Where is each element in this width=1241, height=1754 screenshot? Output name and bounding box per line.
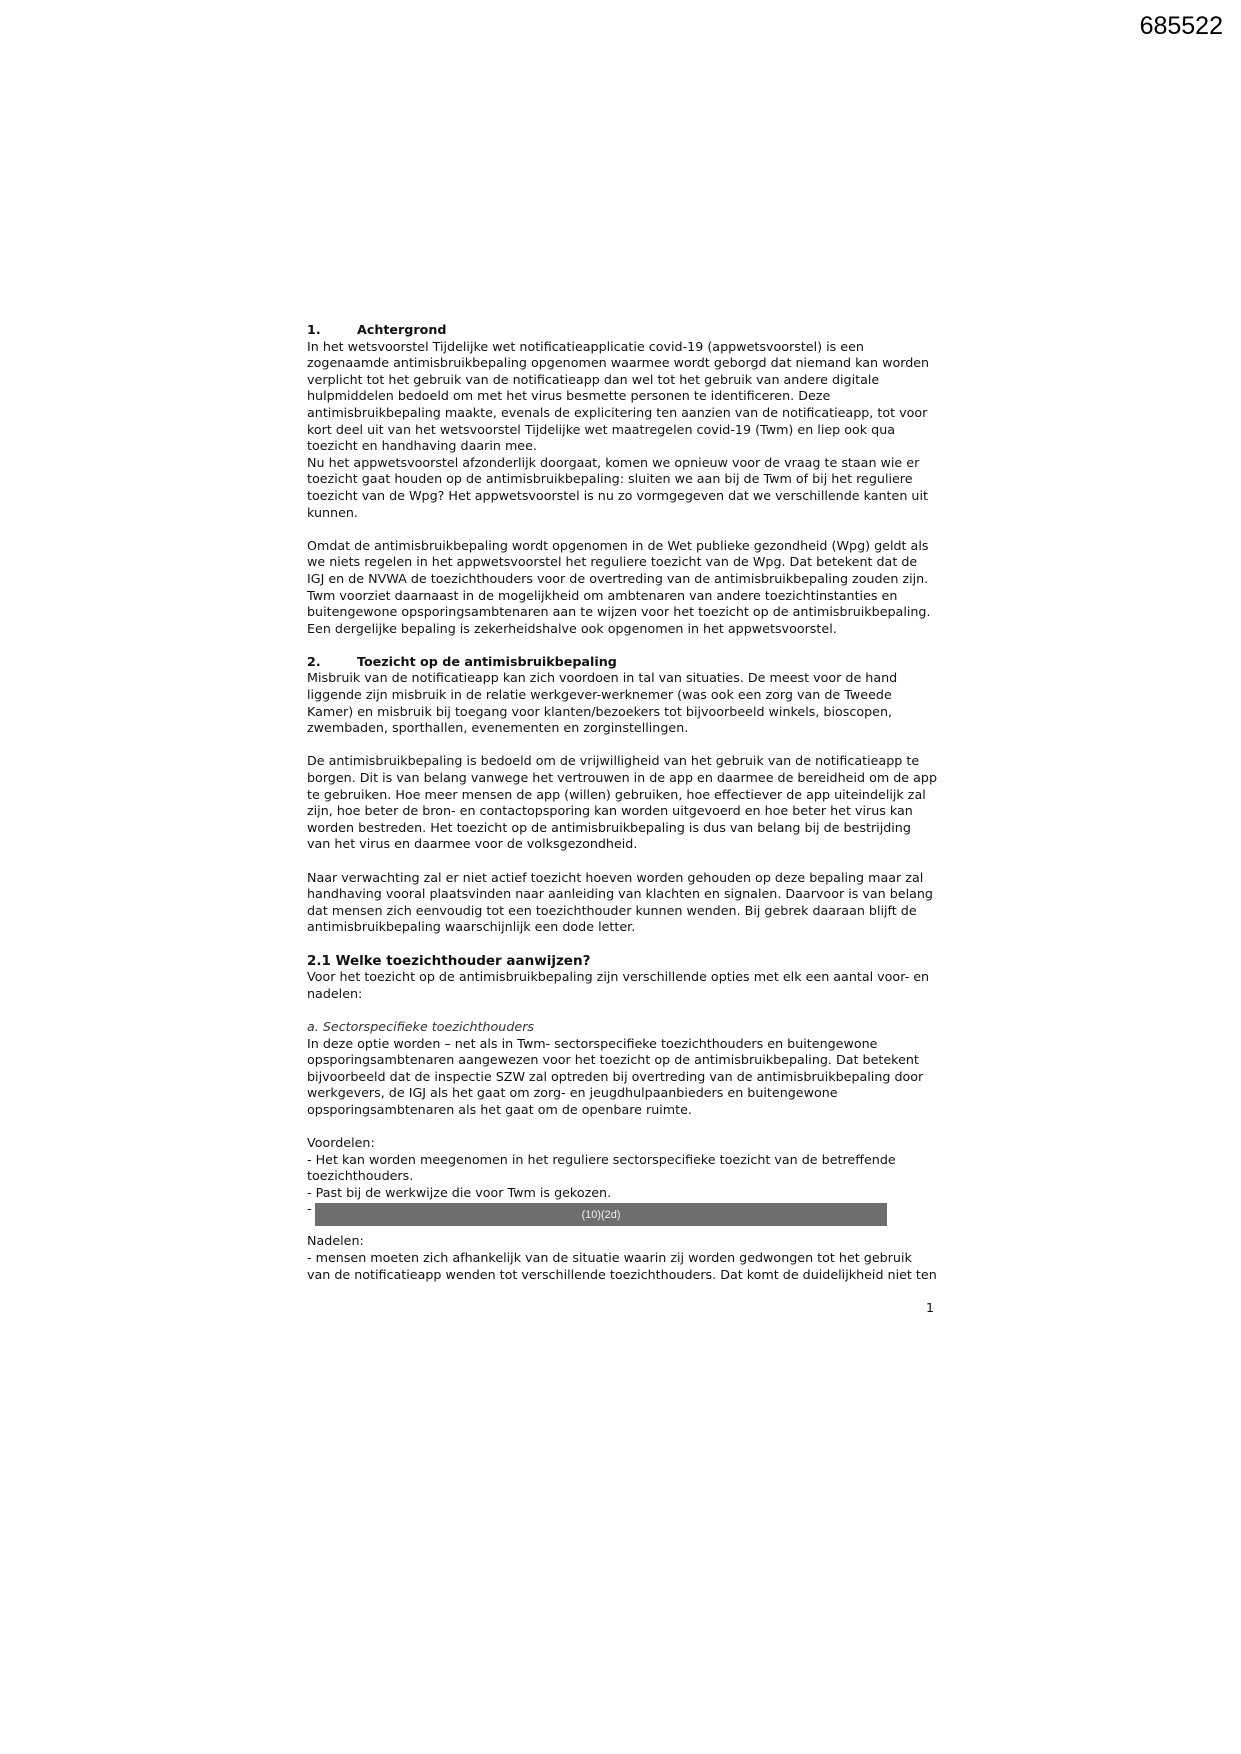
voordeel-item-1: - Het kan worden meegenomen in het reguliere sectorspecifieke toezicht van de betreffende toezichthouders. bbox=[307, 1151, 896, 1184]
page-number: 1 bbox=[926, 1300, 934, 1315]
section-1-heading bbox=[307, 322, 937, 339]
nadeel-item-1: - mensen moeten zich afhankelijk van de situatie waarin zij worden gedwongen tot het gebruik van de notificatieapp wenden tot verschillende toezichthouders. Dat komt de duidelijkheid niet ten bbox=[307, 1250, 937, 1282]
section-1-title: Achtergrond bbox=[357, 322, 447, 337]
voordeel-item-3-dash: - bbox=[307, 1201, 312, 1217]
section-1-paragraph-2: Nu het appwetsvoorstel afzonderlijk doorgaat, komen we opnieuw voor de vraag te staan wie er toezicht gaat houden op de antimisbruikbepaling: sluiten we aan bij de Twm of bij het reguliere toezicht van de Wpg? Het appwetsvoorstel is nu zo vormgegeven dat we verschillende kanten uit kunnen. bbox=[307, 454, 928, 520]
section-2-paragraph-3: Naar verwachting zal er niet actief toezicht hoeven worden gehouden op deze bepaling maar zal handhaving vooral plaatsvinden naar aanleiding van klachten en signalen. Daarvoor is van belang dat mensen zich eenvoudig tot een toezichthouder kunnen wenden. Bij gebrek daaraan blijft de antimisbruikbepaling waarschijnlijk een dode letter. bbox=[307, 869, 933, 935]
section-2-paragraph-2: De antimisbruikbepaling is bedoeld om de vrijwilligheid van het gebruik van de notificatieapp te borgen. Dit is van belang vanwege het vertrouwen in de app en daarmee de bereidheid om de app te gebruiken. Hoe meer mensen de app (willen) gebruiken, hoe effectiever de app uiteindelijk zal zijn, hoe beter de bron- en contactopsporing kan worden uitgevoerd en hoe beter het virus kan worden bestreden. Het toezicht op de antimisbruikbepaling is dus van belang bij de bestrijding van het virus en daarmee voor de volksgezondheid. bbox=[307, 753, 937, 852]
section-2-number: 2. bbox=[307, 653, 321, 669]
document-id: 685522 bbox=[1139, 12, 1223, 40]
redaction-label: (10)(2d) bbox=[581, 1208, 621, 1221]
section-1-paragraph-1: In het wetsvoorstel Tijdelijke wet notificatieapplicatie covid-19 (appwetsvoorstel) is een zogenaamde antimisbruikbepaling opgenomen waarmee wordt geborgd dat niemand kan worden verplicht tot het gebruik van de notificatieapp dan wel tot het gebruik van andere digitale hulpmiddelen bedoeld om met het virus besmette personen te identificeren. Deze antimisbruikbepaling maakte, evenals de explicitering ten aanzien van de notificatieapp, tot voor kort deel uit van het wetsvoorstel Tijdelijke wet maatregelen covid-19 (Twm) en liep ook qua toezicht en handhaving daarin mee. bbox=[307, 338, 930, 454]
section-1-number: 1. bbox=[307, 322, 321, 337]
document-body bbox=[307, 322, 937, 1283]
section-2-1-paragraph-1: Voor het toezicht op de antimisbruikbepaling zijn verschillende opties met elk een aantal voor- en nadelen: bbox=[307, 969, 930, 1001]
redaction-bar bbox=[315, 1203, 887, 1226]
section-2-title: Toezicht op de antimisbruikbepaling bbox=[357, 653, 617, 669]
option-a-heading: a. Sectorspecifieke toezichthouders bbox=[307, 1018, 535, 1034]
section-2-paragraph-1: Misbruik van de notificatieapp kan zich voordoen in tal van situaties. De meest voor de hand liggende zijn misbruik in de relatie werkgever-werknemer (was ook een zorg van de Tweede Kamer) en misbruik bij toegang voor klanten/bezoekers tot bijvoorbeeld winkels, bioscopen, zwembaden, sporthallen, evenementen en zorginstellingen. bbox=[307, 670, 898, 736]
nadelen-label: Nadelen: bbox=[307, 1233, 364, 1249]
section-2-heading bbox=[307, 654, 937, 671]
option-a-paragraph: In deze optie worden – net als in Twm- sectorspecifieke toezichthouders en buitengewone opsporingsambtenaren aangewezen voor het toezicht op de antimisbruikbepaling. Dat betekent bijvoorbeeld dat de inspectie SZW zal optreden bij overtreding van de antimisbruikbepaling door werkgevers, de IGJ als het gaat om zorg- en jeugdhulpaanbieders en buitengewone opsporingsambtenaren als het gaat om de openbare ruimte. bbox=[307, 1035, 924, 1117]
voordelen-label: Voordelen: bbox=[307, 1135, 375, 1151]
voordeel-item-3 bbox=[307, 1201, 937, 1225]
voordeel-item-2: - Past bij de werkwijze die voor Twm is gekozen. bbox=[307, 1184, 612, 1200]
section-1-paragraph-3: Omdat de antimisbruikbepaling wordt opgenomen in de Wet publieke gezondheid (Wpg) geldt als we niets regelen in het appwetsvoorstel het reguliere toezicht van de Wpg. Dat betekent dat de IGJ en de NVWA de toezichthouders voor de overtreding van de antimisbruikbepaling zouden zijn. Twm voorziet daarnaast in de mogelijkheid om ambtenaren van andere toezichtinstanties en buitengewone opsporingsambtenaren aan te wijzen voor het toezicht op de antimisbruikbepaling. Een dergelijke bepaling is zekerheidshalve ook opgenomen in het appwetsvoorstel. bbox=[307, 537, 931, 636]
section-2-1-heading: 2.1 Welke toezichthouder aanwijzen? bbox=[307, 952, 591, 969]
